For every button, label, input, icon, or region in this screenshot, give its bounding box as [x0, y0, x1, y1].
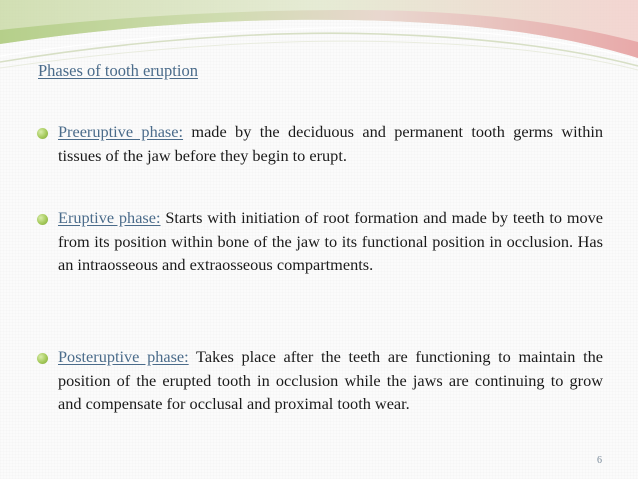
bullet-text — [37, 345, 603, 416]
bullet-term: Eruptive phase: — [58, 208, 161, 227]
bullet-body: made by the deciduous and permanent tooth germs within tissues of the jaw before they begin to erupt. — [58, 122, 603, 165]
bullet-preeruptive — [37, 120, 603, 167]
bullet-text — [37, 120, 603, 167]
bullet-text — [37, 206, 603, 277]
bullet-icon — [37, 128, 48, 139]
slide-title: Phases of tooth eruption — [38, 61, 198, 80]
bullet-icon — [37, 353, 48, 364]
bullet-body: Takes place after the teeth are functioning to maintain the position of the erupted tooth in occlusion while the jaws are continuing to grow and compensate for occlusal and proximal tooth wear. — [58, 347, 603, 414]
bullet-body: Starts with initiation of root formation and made by teeth to move from its position within bone of the jaw to its functional position in occlusion. Has an intraosseous and extraosseous compartments. — [58, 208, 603, 275]
bullet-eruptive — [37, 206, 603, 277]
bullet-term: Posteruptive phase: — [58, 347, 189, 366]
bullet-term: Preeruptive phase: — [58, 122, 184, 141]
page-number: 6 — [597, 455, 602, 466]
bullet-posteruptive — [37, 345, 603, 416]
bullet-icon — [37, 214, 48, 225]
